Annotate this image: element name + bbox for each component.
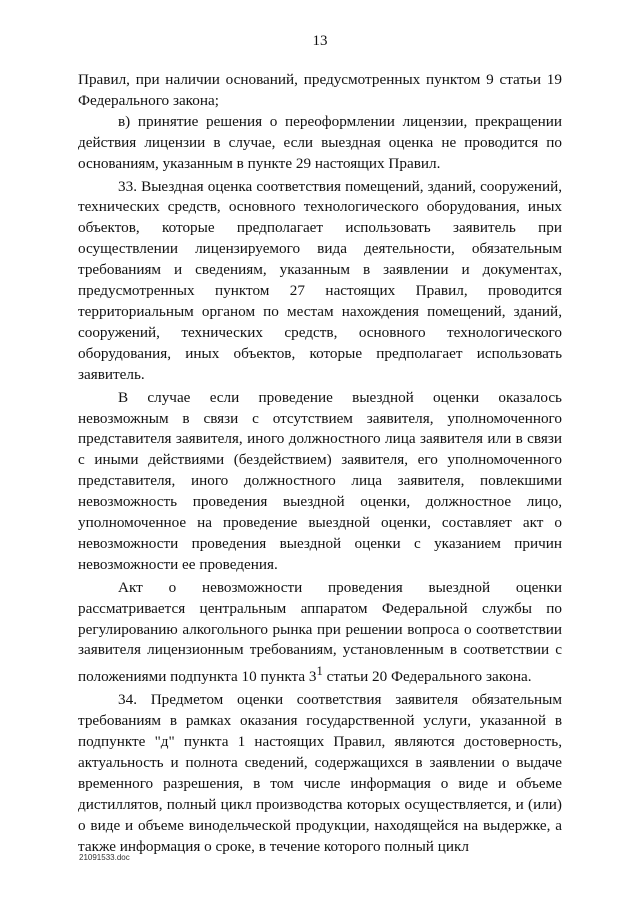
paragraph-act xyxy=(78,578,562,689)
document-body xyxy=(78,70,562,858)
document-file-code: 21091533.doc xyxy=(79,853,130,862)
paragraph-impossible-assessment: В случае если проведение выездной оценки оказалось невозможным в связи с отсутствием заявителя, уполномоченного представителя заявителя, иного должностного лица заявителя или в связи с иными действиями (бездействием) заявителя, его уполномоченного представителя, иного должностного лица заявителя, повлекшими невозможность проведения выездной оценки, должностное лицо, уполномоченное на проведение выездной оценки, составляет акт о невозможности проведения выездной оценки с указанием причин невозможности ее проведения. xyxy=(78,388,562,573)
page-number: 13 xyxy=(312,33,328,49)
paragraph-34: 34. Предметом оценки соответствия заявителя обязательным требованиям в рамках оказания государственной услуги, указанной в подпункте "д" пункта 1 настоящих Правил, являются достоверность, актуальность и полнота сведений, содержащихся в заявлении о выдаче временного разрешения, в том числе информация о виде и объеме дистиллятов, полный цикл производства которых осуществляется, и (или) о виде и объеме винодельческой продукции, находящейся на выдержке, а также информация о сроке, в течение которого полный цикл xyxy=(78,691,562,855)
superscript-index: 1 xyxy=(316,664,323,679)
paragraph-item-v: в) принятие решения о переоформлении лицензии, прекращении действия лицензии в случае, если выездная оценка не проводится по основаниям, указанным в пункте 29 настоящих Правил. xyxy=(78,112,562,172)
paragraph-33: 33. Выездная оценка соответствия помещений, зданий, сооружений, технических средств, основного технологического оборудования, иных объектов, которые предполагает использовать заявитель при осуществлении лицензируемого вида деятельности, обязательным требованиям и сведениям, указанным в заявлении и документах, предусмотренных пунктом 27 настоящих Правил, проводится территориальным органом по местам нахождения помещений, зданий, сооружений, технических средств, основного технологического оборудования, иных объектов, которые предполагает использовать заявитель. xyxy=(78,177,562,383)
paragraph-act-text-before: Акт о невозможности проведения выездной оценки рассматривается центральным аппаратом Федеральной службы по регулированию алкогольного рынка при решении вопроса о соответствии заявителя лицензионным требованиям, установленным в соответствии с положениями подпункта 10 пункта 3 xyxy=(78,578,562,686)
paragraph-act-text-after: статьи 20 Федерального закона. xyxy=(322,668,532,686)
paragraph-continuation: Правил, при наличии оснований, предусмотренных пунктом 9 статьи 19 Федерального закона; xyxy=(78,71,562,109)
